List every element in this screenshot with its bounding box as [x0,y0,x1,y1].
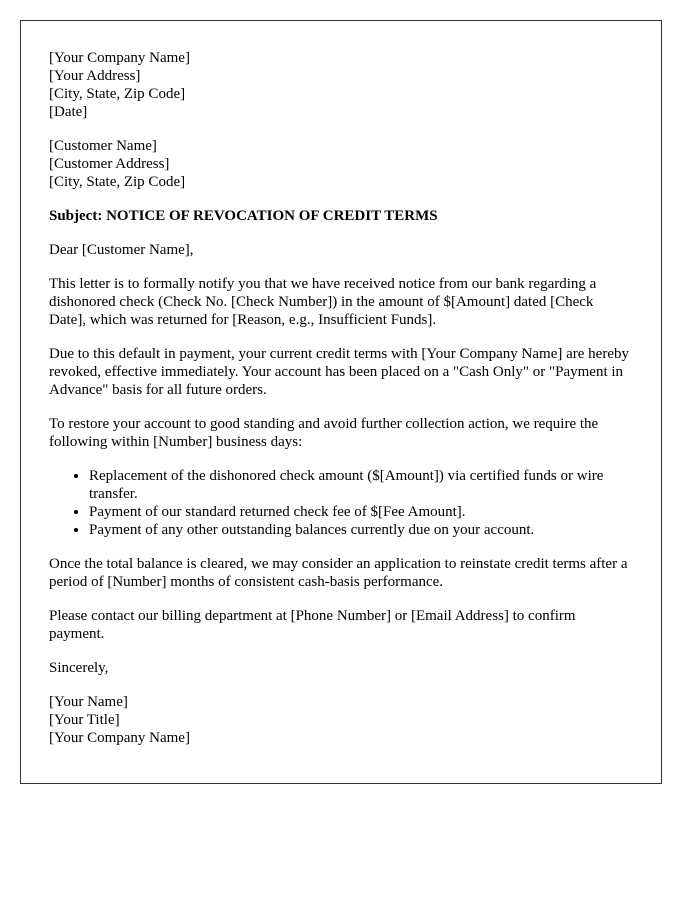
list-item: • Replacement of the dishonored check amount ($[Amount]) via certified funds or wire transfer. [89,467,633,503]
subject-line: Subject: NOTICE OF REVOCATION OF CREDIT TERMS [49,208,438,224]
signature-block [49,693,633,747]
letter [20,20,662,784]
recipient-city: [City, State, Zip Code] [49,174,186,190]
sender-company: [Your Company Name] [49,50,190,66]
body-paragraph: Due to this default in payment, your current credit terms with [Your Company Name] are hereby revoked, effective immediately. Your account has been placed on a "Cash Only" or "Payment in Advance" basis for all future orders. [49,346,629,398]
list-item: • Payment of any other outstanding balances currently due on your account. [89,521,633,539]
recipient-address-line: [Customer Address] [49,156,170,172]
signer-company: [Your Company Name] [49,730,190,746]
salutation: Dear [Customer Name], [49,242,194,258]
letter-date: [Date] [49,104,88,120]
signer-title: [Your Title] [49,712,120,728]
body-paragraph: Please contact our billing department at [Phone Number] or [Email Address] to confirm payment. [49,608,576,642]
requirements-list [49,467,633,539]
body-paragraph: To restore your account to good standing and avoid further collection action, we require the following within [Number] business days: [49,416,599,450]
recipient-address [49,137,633,191]
list-item: • Payment of our standard returned check fee of $[Fee Amount]. [89,503,633,521]
recipient-name: [Customer Name] [49,138,157,154]
signer-name: [Your Name] [49,694,128,710]
sender-city: [City, State, Zip Code] [49,86,186,102]
body-paragraph: Once the total balance is cleared, we may consider an application to reinstate credit terms after a period of [Number] months of consistent cash-basis performance. [49,556,628,590]
body-paragraph: This letter is to formally notify you that we have received notice from our bank regarding a dishonored check (Check No. [Check Number]) in the amount of $[Amount] dated [Check Date], which was returned for [Reason, e.g., Insufficient Funds]. [49,276,597,328]
sender-address [49,49,633,121]
valediction: Sincerely, [49,660,109,676]
sender-address-line: [Your Address] [49,68,141,84]
